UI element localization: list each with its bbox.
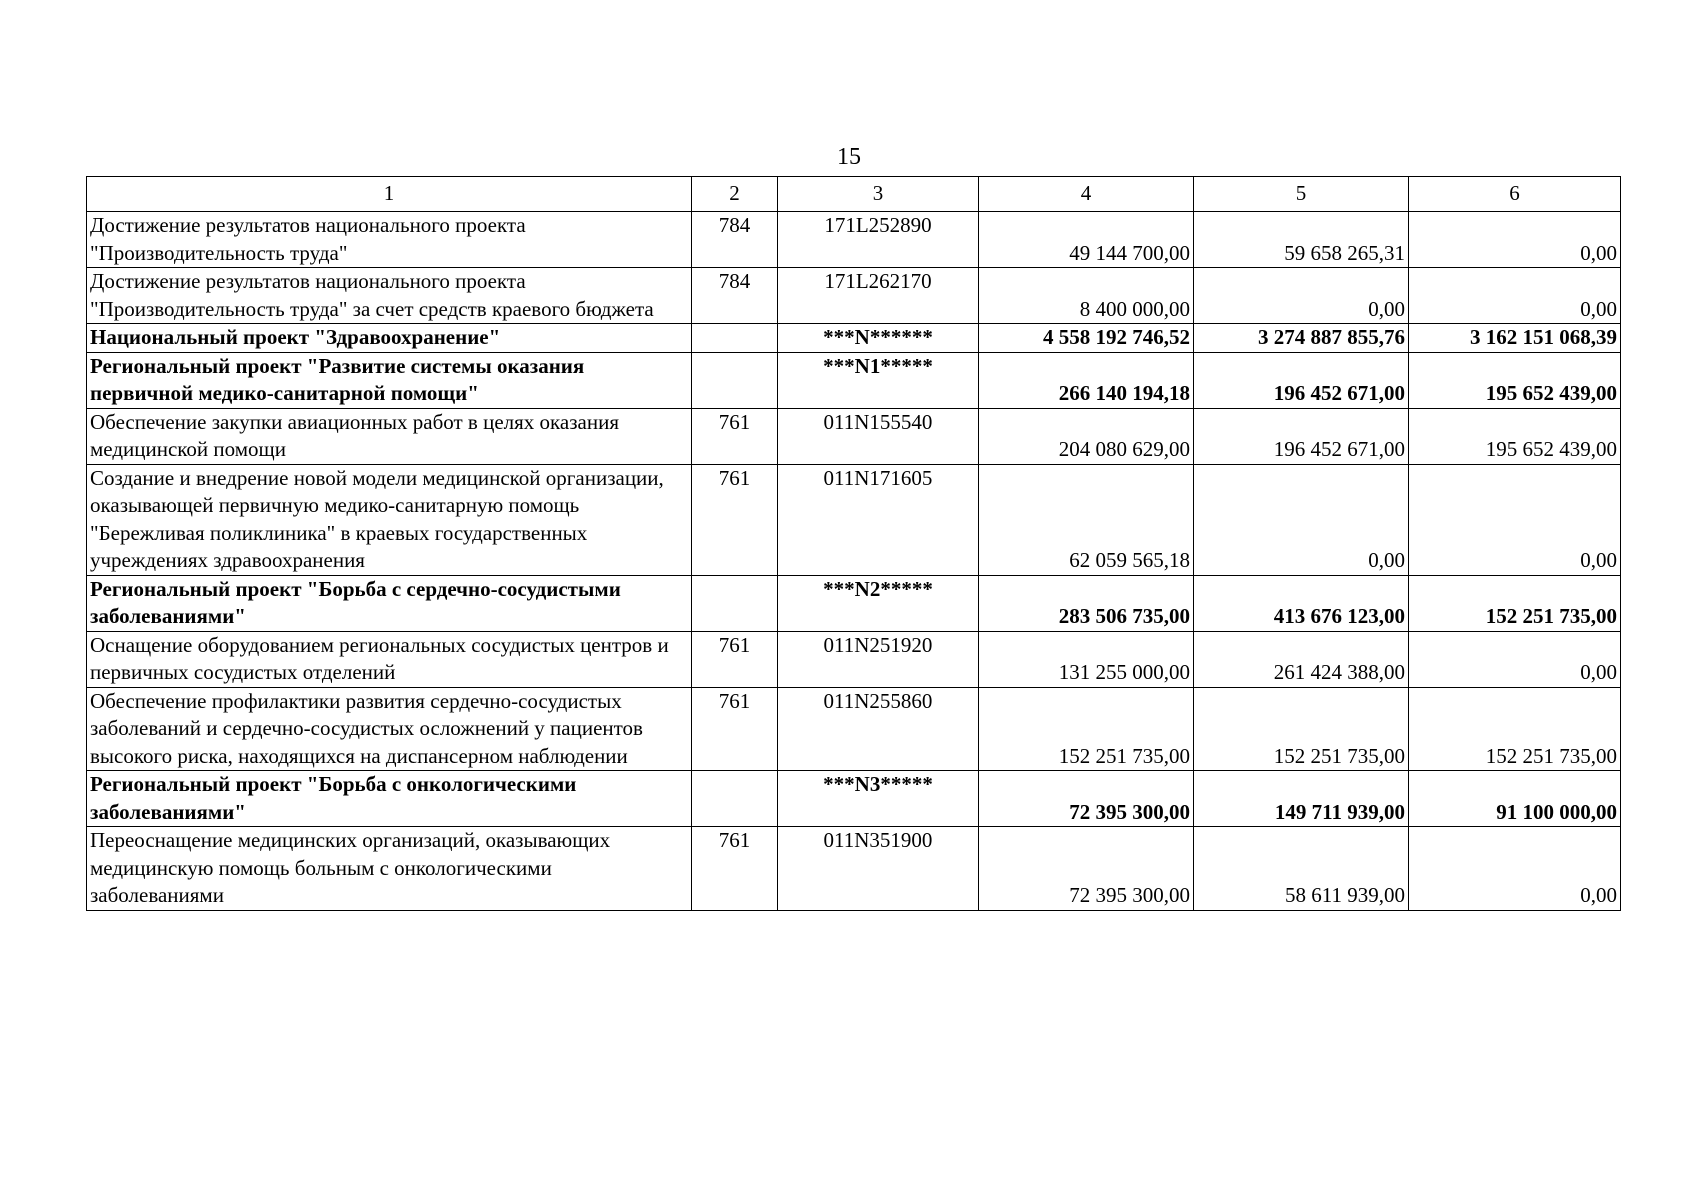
- row-admin-cell: 761: [692, 631, 778, 687]
- row-name-cell: Обеспечение закупки авиационных работ в целях оказания медицинской помощи: [87, 408, 692, 464]
- header-cell: 1: [87, 177, 692, 212]
- row-admin-cell: [692, 575, 778, 631]
- row-value-3-cell: 195 652 439,00: [1409, 408, 1621, 464]
- row-value-3-cell: 195 652 439,00: [1409, 352, 1621, 408]
- row-value-3-cell: 0,00: [1409, 212, 1621, 268]
- row-admin-cell: 761: [692, 408, 778, 464]
- table-row: [87, 464, 1621, 575]
- row-admin-cell: 761: [692, 464, 778, 575]
- row-value-3-cell: 0,00: [1409, 268, 1621, 324]
- header-cell: 5: [1194, 177, 1409, 212]
- row-value-1-cell: 72 395 300,00: [979, 827, 1194, 911]
- table-row: [87, 324, 1621, 353]
- row-value-1-cell: 204 080 629,00: [979, 408, 1194, 464]
- row-code-cell: ***N3*****: [778, 771, 979, 827]
- row-value-3-cell: 0,00: [1409, 631, 1621, 687]
- row-value-2-cell: 59 658 265,31: [1194, 212, 1409, 268]
- table-row: [87, 352, 1621, 408]
- row-admin-cell: [692, 324, 778, 353]
- row-admin-cell: 784: [692, 268, 778, 324]
- table-row: [87, 827, 1621, 911]
- header-row: [87, 177, 1621, 212]
- row-code-cell: ***N2*****: [778, 575, 979, 631]
- row-value-3-cell: 0,00: [1409, 464, 1621, 575]
- table-row: [87, 212, 1621, 268]
- row-admin-cell: 784: [692, 212, 778, 268]
- row-value-2-cell: 196 452 671,00: [1194, 408, 1409, 464]
- table-row: [87, 771, 1621, 827]
- row-admin-cell: 761: [692, 827, 778, 911]
- row-value-1-cell: 283 506 735,00: [979, 575, 1194, 631]
- row-value-2-cell: 3 274 887 855,76: [1194, 324, 1409, 353]
- row-value-1-cell: 72 395 300,00: [979, 771, 1194, 827]
- row-name-cell: Оснащение оборудованием региональных сосудистых центров и первичных сосудистых отделений: [87, 631, 692, 687]
- table-row: [87, 575, 1621, 631]
- row-code-cell: 011N351900: [778, 827, 979, 911]
- row-admin-cell: 761: [692, 687, 778, 771]
- row-name-cell: Создание и внедрение новой модели медицинской организации, оказывающей первичную медико-санитарную помощь "Бережливая поликлиника" в краевых государственных учреждениях здравоохранения: [87, 464, 692, 575]
- row-value-3-cell: 152 251 735,00: [1409, 575, 1621, 631]
- header-cell: 2: [692, 177, 778, 212]
- row-value-2-cell: 196 452 671,00: [1194, 352, 1409, 408]
- row-value-1-cell: 8 400 000,00: [979, 268, 1194, 324]
- header-cell: 3: [778, 177, 979, 212]
- row-value-1-cell: 4 558 192 746,52: [979, 324, 1194, 353]
- header-cell: 6: [1409, 177, 1621, 212]
- row-name-cell: Национальный проект "Здравоохранение": [87, 324, 692, 353]
- row-value-1-cell: 62 059 565,18: [979, 464, 1194, 575]
- row-name-cell: Обеспечение профилактики развития сердечно-сосудистых заболеваний и сердечно-сосудистых осложнений у пациентов высокого риска, находящихся на диспансерном наблюдении: [87, 687, 692, 771]
- table-row: [87, 408, 1621, 464]
- row-value-3-cell: 152 251 735,00: [1409, 687, 1621, 771]
- row-code-cell: 011N255860: [778, 687, 979, 771]
- row-value-2-cell: 149 711 939,00: [1194, 771, 1409, 827]
- row-code-cell: ***N1*****: [778, 352, 979, 408]
- table-row: [87, 687, 1621, 771]
- row-value-2-cell: 152 251 735,00: [1194, 687, 1409, 771]
- row-value-1-cell: 266 140 194,18: [979, 352, 1194, 408]
- row-value-3-cell: 3 162 151 068,39: [1409, 324, 1621, 353]
- row-value-2-cell: 58 611 939,00: [1194, 827, 1409, 911]
- row-name-cell: Региональный проект "Развитие системы оказания первичной медико-санитарной помощи": [87, 352, 692, 408]
- row-code-cell: 171L252890: [778, 212, 979, 268]
- row-name-cell: Достижение результатов национального проекта "Производительность труда": [87, 212, 692, 268]
- row-name-cell: Региональный проект "Борьба с сердечно-сосудистыми заболеваниями": [87, 575, 692, 631]
- row-value-3-cell: 0,00: [1409, 827, 1621, 911]
- row-value-2-cell: 0,00: [1194, 464, 1409, 575]
- row-value-2-cell: 261 424 388,00: [1194, 631, 1409, 687]
- row-admin-cell: [692, 771, 778, 827]
- row-code-cell: 011N155540: [778, 408, 979, 464]
- row-value-1-cell: 49 144 700,00: [979, 212, 1194, 268]
- row-code-cell: 011N171605: [778, 464, 979, 575]
- header-cell: 4: [979, 177, 1194, 212]
- row-value-1-cell: 152 251 735,00: [979, 687, 1194, 771]
- row-admin-cell: [692, 352, 778, 408]
- table-row: [87, 631, 1621, 687]
- row-name-cell: Переоснащение медицинских организаций, оказывающих медицинскую помощь больным с онкологическими заболеваниями: [87, 827, 692, 911]
- budget-table: [86, 176, 1621, 911]
- row-value-3-cell: 91 100 000,00: [1409, 771, 1621, 827]
- row-value-2-cell: 0,00: [1194, 268, 1409, 324]
- row-name-cell: Региональный проект "Борьба с онкологическими заболеваниями": [87, 771, 692, 827]
- row-value-2-cell: 413 676 123,00: [1194, 575, 1409, 631]
- row-name-cell: Достижение результатов национального проекта "Производительность труда" за счет средств краевого бюджета: [87, 268, 692, 324]
- table-row: [87, 268, 1621, 324]
- row-value-1-cell: 131 255 000,00: [979, 631, 1194, 687]
- row-code-cell: ***N******: [778, 324, 979, 353]
- row-code-cell: 011N251920: [778, 631, 979, 687]
- row-code-cell: 171L262170: [778, 268, 979, 324]
- page-number: 15: [837, 144, 861, 170]
